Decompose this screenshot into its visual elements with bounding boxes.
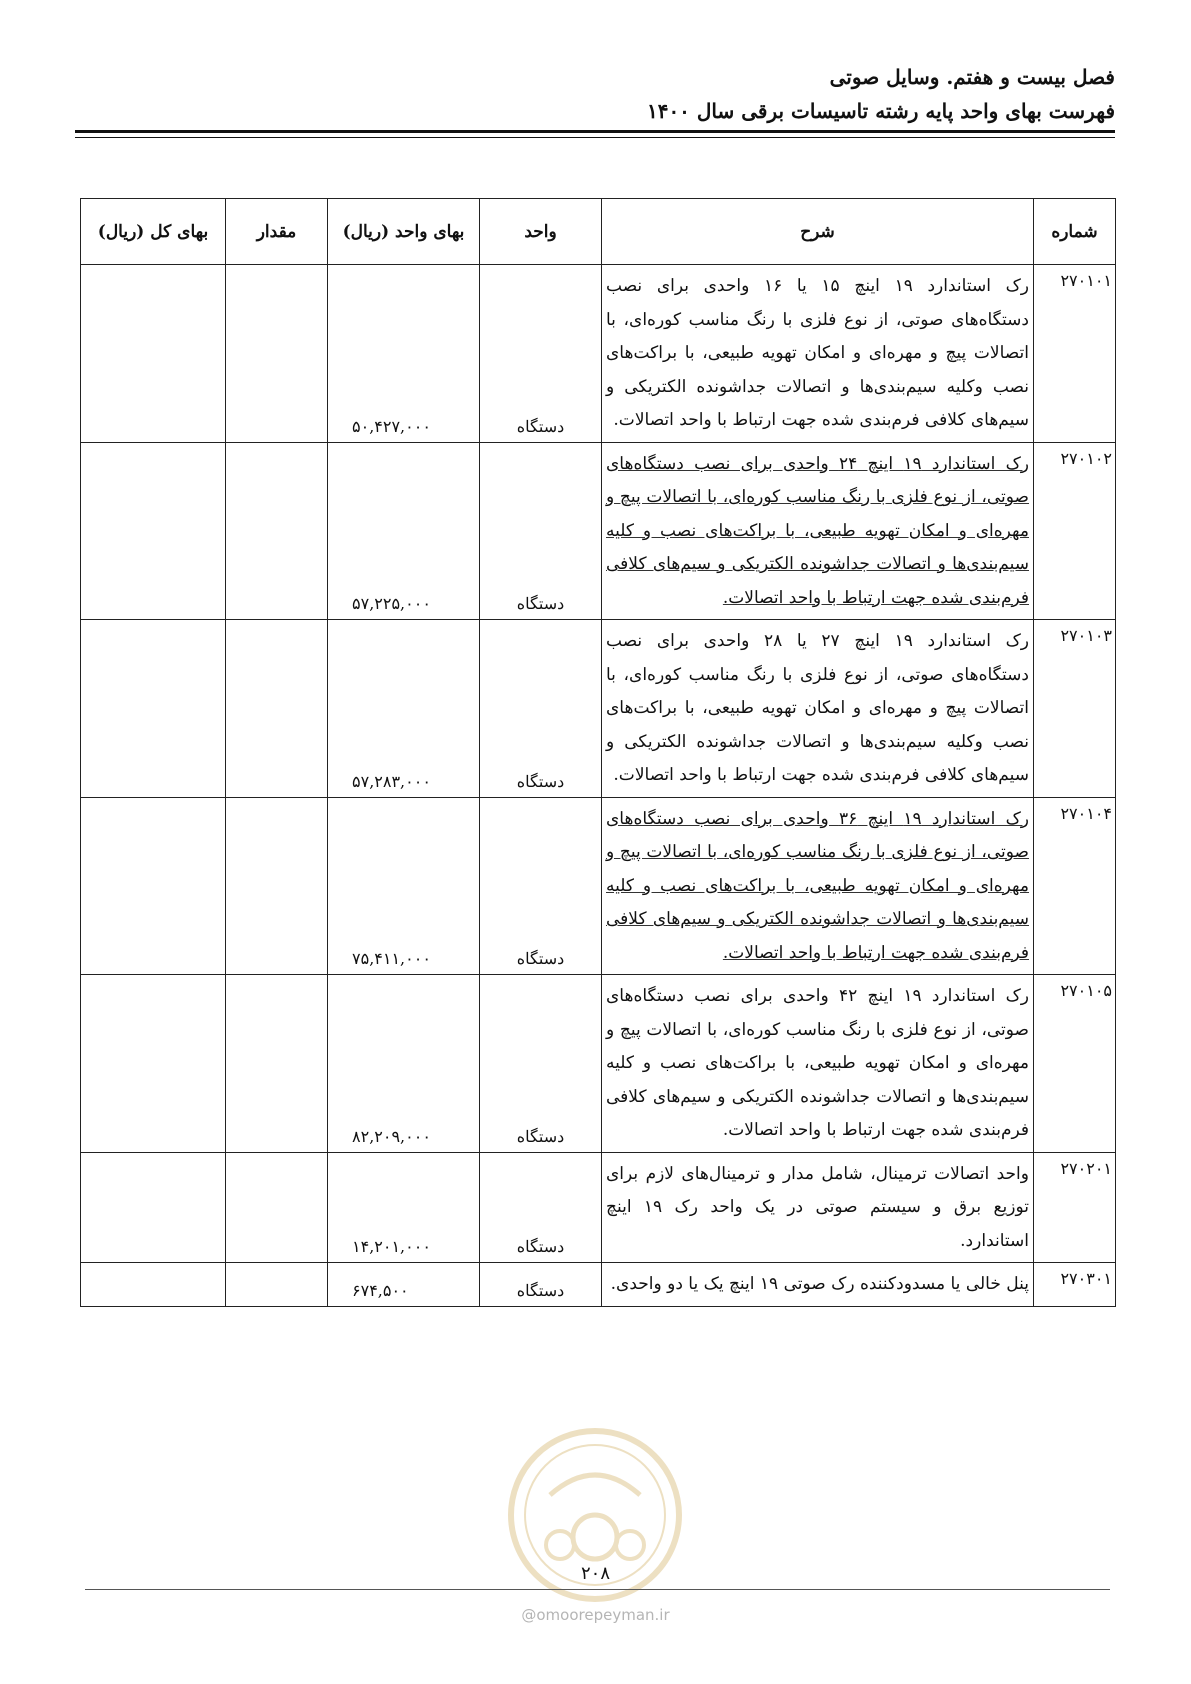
item-description-text: رک استاندارد ۱۹ اینچ ۲۴ واحدی برای نصب دستگاه‌های صوتی، از نوع فلزی با رنگ مناسب کوره‌ای، با اتصالات پیچ و مهره‌ای و امکان تهویه طبیعی، با براکت‌های نصب و کلیه سیم‌بندی‌ها و اتصالات جداشونده الکتریکی و سیم‌های کلافی فرم‌بندی شده جهت ارتباط با واحد اتصالات. xyxy=(606,453,1029,608)
item-unit: دستگاه xyxy=(480,265,602,443)
column-header-unit: واحد xyxy=(480,199,602,265)
item-quantity xyxy=(226,797,328,975)
item-total-price xyxy=(81,442,226,620)
column-header-number: شماره xyxy=(1034,199,1116,265)
item-quantity xyxy=(226,620,328,798)
table-row xyxy=(81,265,1116,443)
column-header-unit-price: بهای واحد (ریال) xyxy=(328,199,480,265)
table-row xyxy=(81,442,1116,620)
item-total-price xyxy=(81,620,226,798)
page-header xyxy=(75,60,1115,128)
item-quantity xyxy=(226,1263,328,1307)
item-unit-price: ۱۴,۲۰۱,۰۰۰ xyxy=(328,1152,480,1263)
item-unit: دستگاه xyxy=(480,797,602,975)
item-unit: دستگاه xyxy=(480,1263,602,1307)
header-divider-thin xyxy=(75,137,1115,138)
table-row xyxy=(81,797,1116,975)
item-unit-price: ۵۷,۲۸۳,۰۰۰ xyxy=(328,620,480,798)
item-description xyxy=(602,975,1034,1153)
item-number: ۲۷۰۲۰۱ xyxy=(1034,1152,1116,1263)
item-quantity xyxy=(226,975,328,1153)
item-unit: دستگاه xyxy=(480,442,602,620)
column-header-quantity: مقدار xyxy=(226,199,328,265)
page-number: ۲۰۸ xyxy=(580,1563,610,1584)
item-total-price xyxy=(81,265,226,443)
item-quantity xyxy=(226,442,328,620)
item-unit-price: ۸۲,۲۰۹,۰۰۰ xyxy=(328,975,480,1153)
item-description xyxy=(602,1263,1034,1307)
table-row xyxy=(81,620,1116,798)
item-quantity xyxy=(226,1152,328,1263)
item-description xyxy=(602,1152,1034,1263)
item-number: ۲۷۰۱۰۴ xyxy=(1034,797,1116,975)
footer-divider xyxy=(85,1589,1110,1590)
item-number: ۲۷۰۱۰۵ xyxy=(1034,975,1116,1153)
item-description-text: واحد اتصالات ترمینال، شامل مدار و ترمینال‌های لازم برای توزیع برق و سیستم صوتی در یک واحد رک ۱۹ اینچ استاندارد. xyxy=(606,1163,1030,1251)
item-description-text: رک استاندارد ۱۹ اینچ ۱۵ یا ۱۶ واحدی برای نصب دستگاه‌های صوتی، از نوع فلزی با رنگ مناسب کوره‌ای، با اتصالات پیچ و مهره‌ای و امکان تهویه طبیعی، با براکت‌های نصب وکلیه سیم‌بندی‌ها و اتصالات جداشونده الکتریکی و سیم‌های کلافی فرم‌بندی شده جهت ارتباط با واحد اتصالات. xyxy=(606,276,1029,430)
table-row xyxy=(81,1152,1116,1263)
item-unit-price: ۵۰,۴۲۷,۰۰۰ xyxy=(328,265,480,443)
item-description xyxy=(602,797,1034,975)
header-divider-thick xyxy=(75,130,1115,133)
item-number: ۲۷۰۱۰۱ xyxy=(1034,265,1116,443)
item-number: ۲۷۰۳۰۱ xyxy=(1034,1263,1116,1307)
item-unit-price: ۵۷,۲۲۵,۰۰۰ xyxy=(328,442,480,620)
item-description xyxy=(602,265,1034,443)
item-total-price xyxy=(81,975,226,1153)
item-description xyxy=(602,620,1034,798)
item-description-text: رک استاندارد ۱۹ اینچ ۲۷ یا ۲۸ واحدی برای نصب دستگاه‌های صوتی، از نوع فلزی با رنگ مناسب کوره‌ای، با اتصالات پیچ و مهره‌ای و امکان تهویه طبیعی، با براکت‌های نصب وکلیه سیم‌بندی‌ها و اتصالات جداشونده الکتریکی و سیم‌های کلافی فرم‌بندی شده جهت ارتباط با واحد اتصالات. xyxy=(606,631,1029,785)
item-description xyxy=(602,442,1034,620)
chapter-title: فصل بیست و هفتم. وسایل صوتی xyxy=(829,65,1115,89)
item-unit-price: ۷۵,۴۱۱,۰۰۰ xyxy=(328,797,480,975)
item-quantity xyxy=(226,265,328,443)
item-description-text: رک استاندارد ۱۹ اینچ ۴۲ واحدی برای نصب دستگاه‌های صوتی، از نوع فلزی با رنگ مناسب کوره‌ای، با اتصالات پیچ و مهره‌ای و امکان تهویه طبیعی، با براکت‌های نصب و کلیه سیم‌بندی‌ها و اتصالات جداشونده الکتریکی و سیم‌های کلافی فرم‌بندی شده جهت ارتباط با واحد اتصالات. xyxy=(606,986,1029,1140)
item-number: ۲۷۰۱۰۳ xyxy=(1034,620,1116,798)
item-total-price xyxy=(81,1152,226,1263)
item-total-price xyxy=(81,1263,226,1307)
watermark-text: @omoorepeyman.ir xyxy=(521,1606,670,1624)
document-subtitle: فهرست بهای واحد پایه رشته تاسیسات برقی سال ۱۴۰۰ xyxy=(646,99,1115,123)
item-description-text: پنل خالی یا مسدودکننده رک صوتی ۱۹ اینچ یک یا دو واحدی. xyxy=(610,1274,1029,1294)
item-description-text: رک استاندارد ۱۹ اینچ ۳۶ واحدی برای نصب دستگاه‌های صوتی، از نوع فلزی با رنگ مناسب کوره‌ای، با اتصالات پیچ و مهره‌ای و امکان تهویه طبیعی، با براکت‌های نصب و کلیه سیم‌بندی‌ها و اتصالات جداشونده الکتریکی و سیم‌های کلافی فرم‌بندی شده جهت ارتباط با واحد اتصالات. xyxy=(606,808,1029,963)
column-header-description: شرح xyxy=(602,199,1034,265)
table-row xyxy=(81,975,1116,1153)
item-number: ۲۷۰۱۰۲ xyxy=(1034,442,1116,620)
item-unit: دستگاه xyxy=(480,975,602,1153)
column-header-total-price: بهای کل (ریال) xyxy=(81,199,226,265)
table-header-row xyxy=(81,199,1116,265)
table-row xyxy=(81,1263,1116,1307)
item-unit: دستگاه xyxy=(480,620,602,798)
price-list-table xyxy=(80,198,1116,1307)
item-unit-price: ۶۷۴,۵۰۰ xyxy=(328,1263,480,1307)
item-unit: دستگاه xyxy=(480,1152,602,1263)
item-total-price xyxy=(81,797,226,975)
